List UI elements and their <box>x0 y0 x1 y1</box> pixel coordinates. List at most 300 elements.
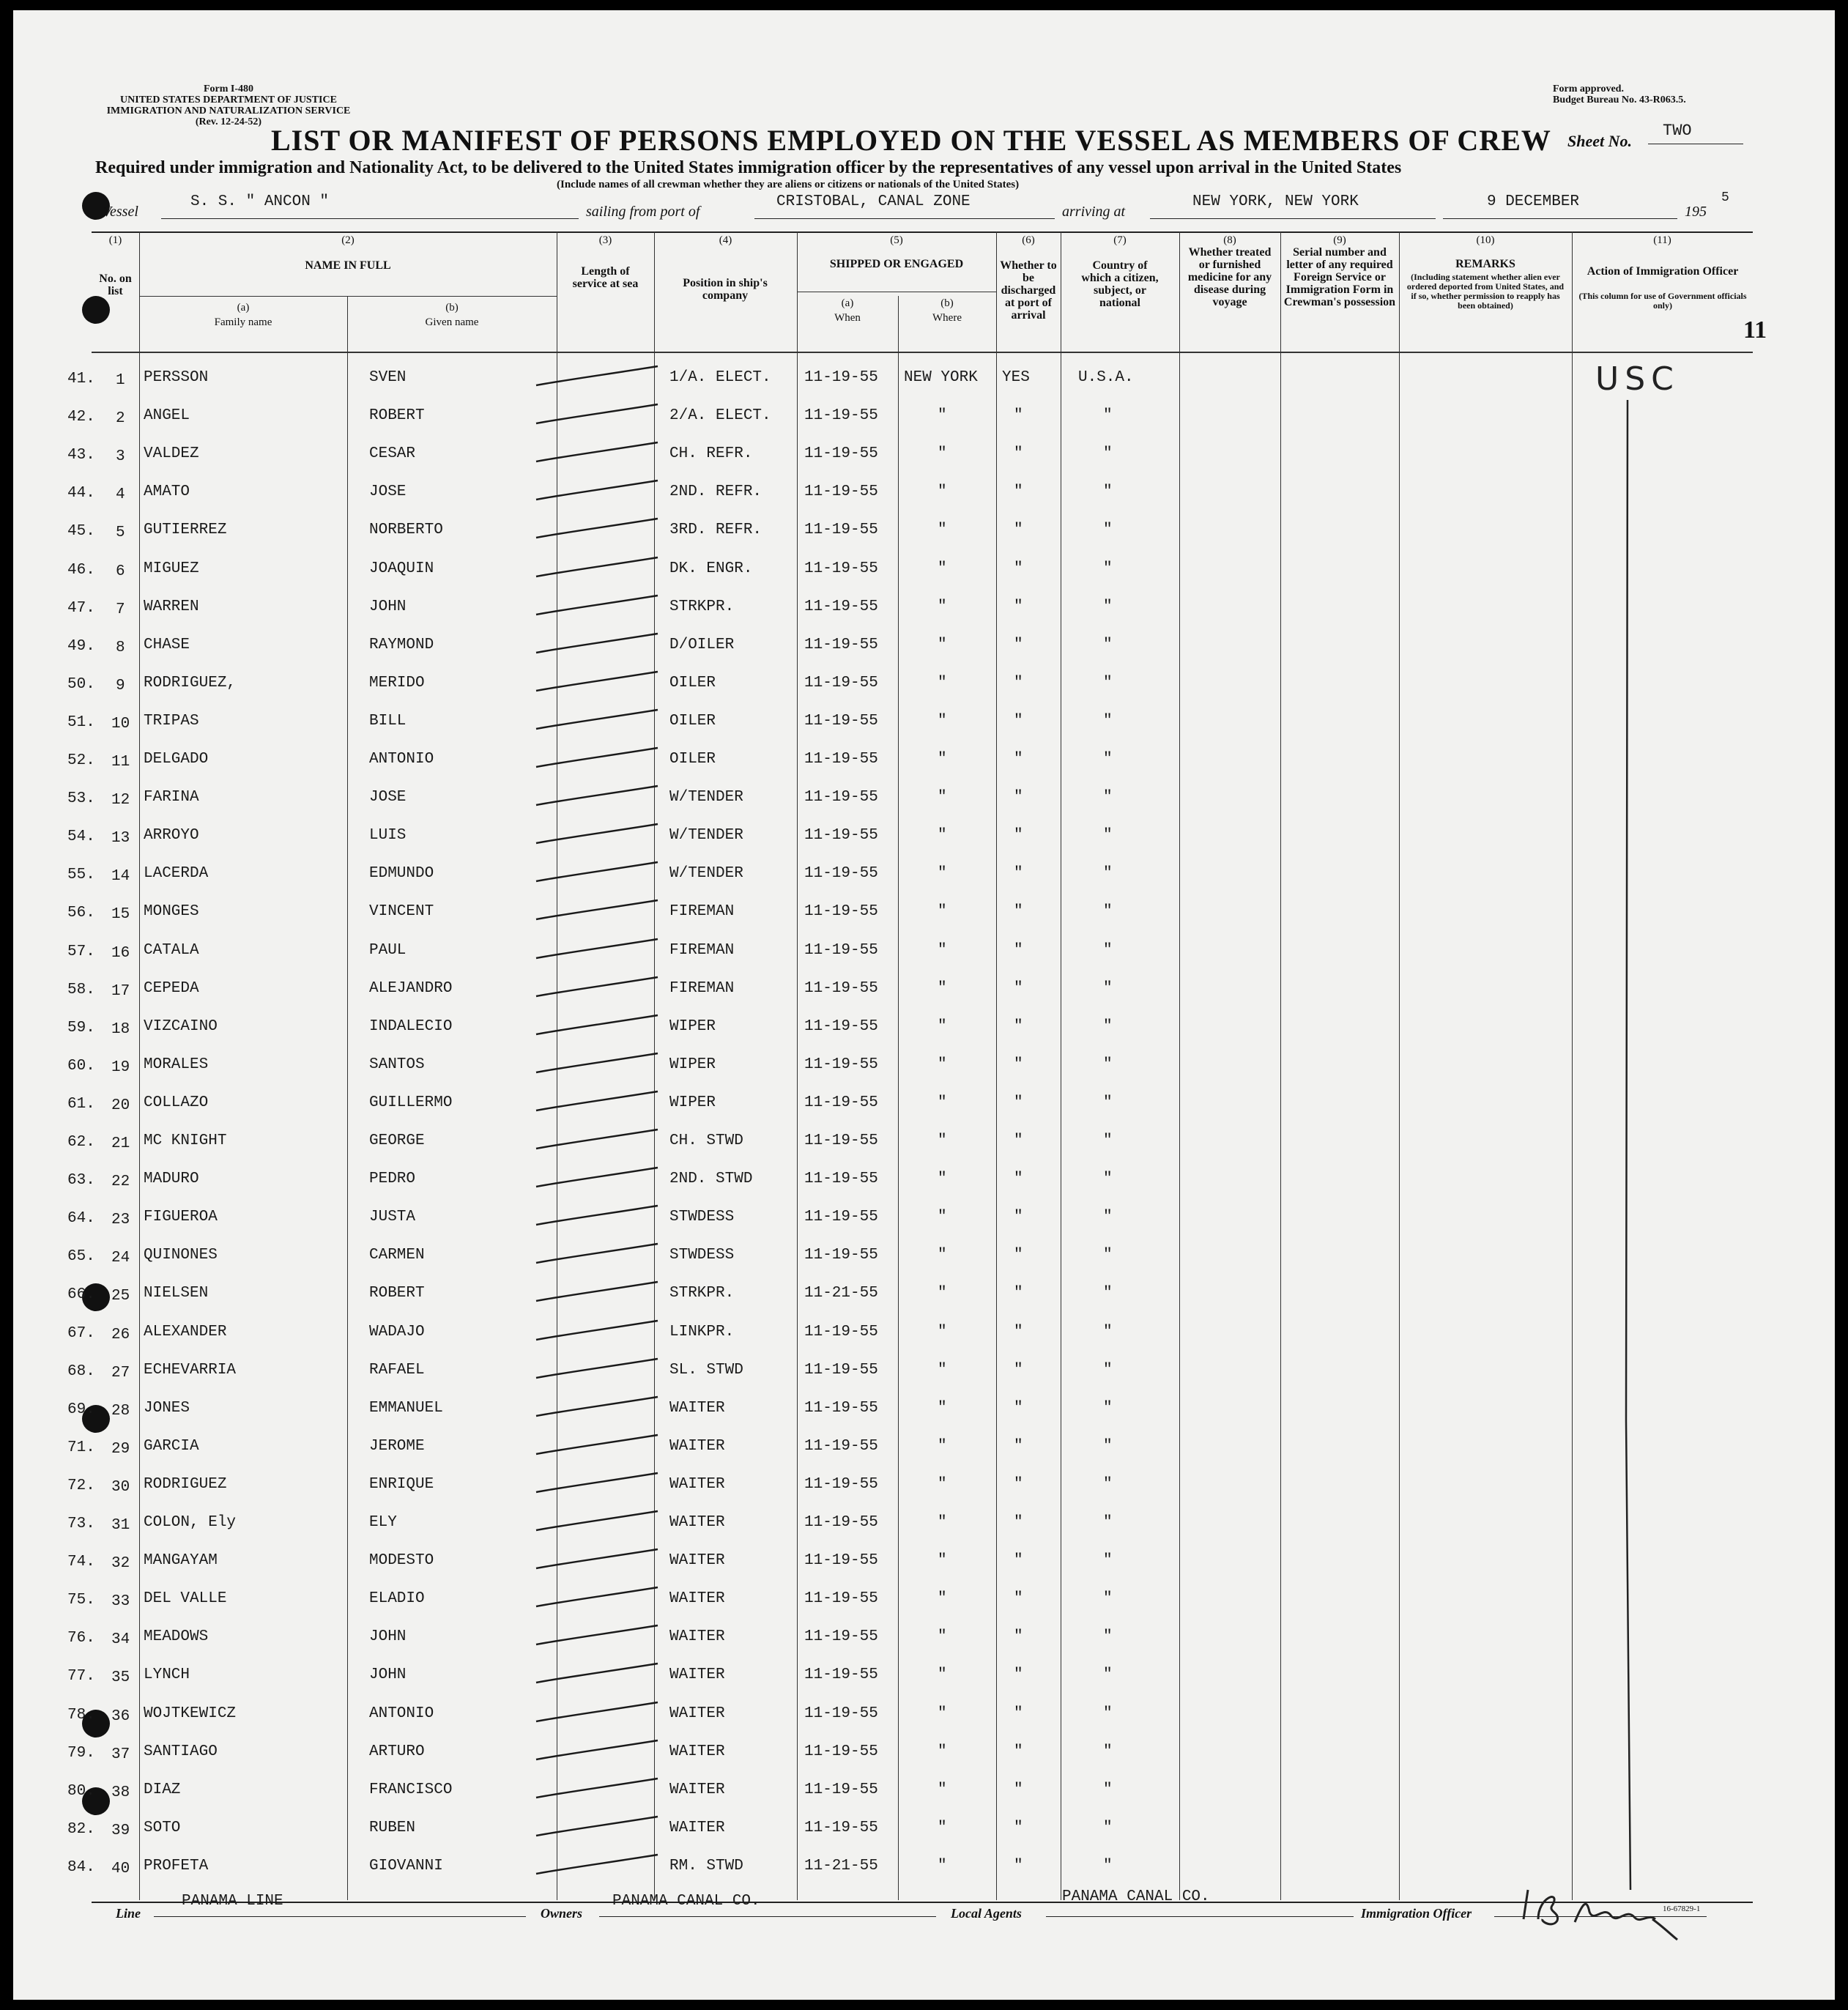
position: WIPER <box>669 1017 716 1035</box>
handwritten-row-number: 80. <box>67 1782 95 1800</box>
handwritten-row-number: 57. <box>67 943 95 960</box>
check-mark <box>532 478 664 507</box>
check-mark <box>532 1852 664 1881</box>
country: " <box>1103 903 1113 921</box>
check-mark <box>532 1776 664 1805</box>
check-mark <box>532 1623 664 1652</box>
discharged: " <box>1014 1247 1023 1264</box>
country: " <box>1103 1705 1113 1722</box>
position: 2/A. ELECT. <box>669 407 771 425</box>
position: CH. REFR. <box>669 445 753 463</box>
shipped-when: 11-19-55 <box>804 522 878 539</box>
column-rule <box>1572 231 1573 1900</box>
year-prefix: 195 <box>1685 204 1707 220</box>
divider <box>599 1916 936 1917</box>
handwritten-row-number: 67. <box>67 1324 95 1342</box>
header-rule <box>92 352 1753 353</box>
handwritten-row-number: 42. <box>67 409 95 426</box>
check-mark <box>532 859 664 889</box>
column-rule <box>1399 231 1400 1900</box>
arriving-port: NEW YORK, NEW YORK <box>1192 193 1359 210</box>
vessel-label: Vessel <box>103 204 138 220</box>
handwritten-row-number: 72. <box>67 1477 95 1494</box>
shipped-when: 11-19-55 <box>804 636 878 653</box>
col-11-note: (This column for use of Government officials only) <box>1578 291 1747 311</box>
family-name: VALDEZ <box>144 445 199 463</box>
country: " <box>1103 827 1113 845</box>
position: WIPER <box>669 1056 716 1073</box>
shipped-when: 11-19-55 <box>804 674 878 691</box>
position: DK. ENGR. <box>669 560 753 577</box>
country: " <box>1103 1171 1113 1188</box>
shipped-when: 11-19-55 <box>804 1705 878 1722</box>
position: WAITER <box>669 1514 725 1531</box>
given-name: CESAR <box>369 445 416 463</box>
discharged: " <box>1014 941 1023 959</box>
col-5-header: SHIPPED OR ENGAGED <box>829 258 964 270</box>
family-name: DIAZ <box>144 1781 181 1798</box>
divider <box>1443 218 1677 219</box>
given-name: ANTONIO <box>369 751 434 768</box>
check-mark <box>532 1356 664 1385</box>
position: STRKPR. <box>669 1285 735 1302</box>
shipped-where: " <box>938 1475 947 1493</box>
given-name: RUBEN <box>369 1819 416 1836</box>
discharged: " <box>1014 1017 1023 1035</box>
family-name: MEADOWS <box>144 1628 209 1646</box>
shipped-when: 11-19-55 <box>804 1399 878 1417</box>
discharged: " <box>1014 1743 1023 1760</box>
family-name: FARINA <box>144 789 199 806</box>
shipped-when: 11-19-55 <box>804 1743 878 1760</box>
shipped-when: 11-19-55 <box>804 1056 878 1073</box>
divider <box>754 218 1055 219</box>
country: " <box>1103 1209 1113 1226</box>
given-name: GUILLERMO <box>369 1094 453 1111</box>
col-10-number: (10) <box>1476 234 1495 246</box>
given-name: EDMUNDO <box>369 865 434 883</box>
position: WAITER <box>669 1628 725 1646</box>
sheet-number: TWO <box>1663 122 1692 140</box>
row-number: 40 <box>111 1860 130 1877</box>
discharged: " <box>1014 1437 1023 1455</box>
check-mark <box>532 897 664 927</box>
row-number: 39 <box>111 1822 130 1839</box>
shipped-when: 11-19-55 <box>804 1514 878 1531</box>
family-name: MADURO <box>144 1171 199 1188</box>
given-name: JEROME <box>369 1437 425 1455</box>
handwritten-row-number: 79. <box>67 1744 95 1762</box>
position: FIREMAN <box>669 979 735 997</box>
given-name: SANTOS <box>369 1056 425 1073</box>
given-name: ALEJANDRO <box>369 979 453 997</box>
row-number: 37 <box>111 1746 130 1763</box>
shipped-where: " <box>938 751 947 768</box>
position: 3RD. REFR. <box>669 522 762 539</box>
col-5b-header: Where <box>932 312 962 324</box>
position: WIPER <box>669 1094 716 1111</box>
handwritten-row-number: 49. <box>67 637 95 655</box>
shipped-when: 11-19-55 <box>804 1666 878 1684</box>
check-mark <box>532 1203 664 1232</box>
handwritten-row-number: 43. <box>67 447 95 464</box>
family-name: WARREN <box>144 598 199 615</box>
col-3-header: Length of service at sea <box>572 265 639 290</box>
column-rule <box>347 296 348 1900</box>
check-mark <box>532 516 664 545</box>
row-number: 9 <box>116 677 125 694</box>
handwritten-row-number: 65. <box>67 1248 95 1266</box>
check-mark <box>532 1470 664 1499</box>
col-10-header: REMARKS <box>1455 258 1515 270</box>
handwritten-row-number: 56. <box>67 905 95 922</box>
family-name: CHASE <box>144 636 190 653</box>
shipped-when: 11-19-55 <box>804 789 878 806</box>
handwritten-row-number: 84. <box>67 1858 95 1876</box>
handwritten-row-number: 59. <box>67 1019 95 1036</box>
family-name: AMATO <box>144 483 190 501</box>
row-number: 15 <box>111 906 130 924</box>
given-name: PAUL <box>369 941 407 959</box>
shipped-where: " <box>938 1857 947 1874</box>
shipped-when: 11-19-55 <box>804 483 878 501</box>
position: W/TENDER <box>669 789 743 806</box>
discharged: " <box>1014 560 1023 577</box>
given-name: ELY <box>369 1514 397 1531</box>
family-name: MIGUEZ <box>144 560 199 577</box>
officer-usc-mark: USC <box>1595 360 1680 398</box>
year-suffix: 5 <box>1721 190 1729 205</box>
country: " <box>1103 1475 1113 1493</box>
shipped-where: NEW YORK <box>904 369 978 386</box>
family-name: NIELSEN <box>144 1285 209 1302</box>
row-number: 4 <box>116 486 125 504</box>
given-name: GIOVANNI <box>369 1857 443 1874</box>
position: W/TENDER <box>669 827 743 845</box>
vessel-name: S. S. " ANCON " <box>190 193 330 210</box>
given-name: RAYMOND <box>369 636 434 653</box>
shipped-where: " <box>938 674 947 691</box>
shipped-when: 11-19-55 <box>804 1819 878 1836</box>
discharged: " <box>1014 1666 1023 1684</box>
check-mark <box>532 707 664 736</box>
country: " <box>1103 636 1113 653</box>
country: " <box>1103 1514 1113 1531</box>
row-number: 31 <box>111 1517 130 1534</box>
discharged: " <box>1014 712 1023 730</box>
column-rule <box>139 231 140 1900</box>
agents-value: PANAMA CANAL CO. <box>1062 1888 1210 1905</box>
discharged: " <box>1014 1323 1023 1340</box>
form-approved: Form approved. <box>1553 84 1624 94</box>
discharged: " <box>1014 1475 1023 1493</box>
shipped-where: " <box>938 522 947 539</box>
country: " <box>1103 941 1113 959</box>
position: WAITER <box>669 1590 725 1608</box>
shipped-when: 11-19-55 <box>804 598 878 615</box>
shipped-when: 11-19-55 <box>804 445 878 463</box>
shipped-when: 11-21-55 <box>804 1285 878 1302</box>
shipped-where: " <box>938 1781 947 1798</box>
shipped-where: " <box>938 1017 947 1035</box>
row-number: 33 <box>111 1593 130 1611</box>
agents-label: Local Agents <box>951 1906 1022 1921</box>
handwritten-row-number: 73. <box>67 1516 95 1532</box>
budget-bureau: Budget Bureau No. 43-R063.5. <box>1553 94 1686 105</box>
check-mark <box>532 1127 664 1156</box>
given-name: BILL <box>369 712 407 730</box>
family-name: DELGADO <box>144 751 209 768</box>
country: " <box>1103 1857 1113 1874</box>
row-number: 30 <box>111 1478 130 1496</box>
country: " <box>1103 598 1113 615</box>
position: WAITER <box>669 1743 725 1760</box>
col-5a-header: When <box>834 312 861 324</box>
check-mark <box>532 1241 664 1270</box>
col-11-header: Action of Immigration Officer <box>1587 265 1739 278</box>
discharged: " <box>1014 827 1023 845</box>
row-number: 19 <box>111 1058 130 1076</box>
col-11-number: (11) <box>1653 234 1671 246</box>
form-print-number: 16-67829-1 <box>1663 1905 1701 1913</box>
given-name: GEORGE <box>369 1132 425 1149</box>
given-name: RAFAEL <box>369 1361 425 1379</box>
check-mark <box>532 745 664 774</box>
family-name: VIZCAINO <box>144 1017 218 1035</box>
country: " <box>1103 1247 1113 1264</box>
discharged: " <box>1014 1552 1023 1570</box>
given-name: MODESTO <box>369 1552 434 1570</box>
row-number: 24 <box>111 1250 130 1267</box>
discharged: " <box>1014 522 1023 539</box>
country: " <box>1103 1361 1113 1379</box>
row-number: 22 <box>111 1173 130 1191</box>
shipped-when: 11-19-55 <box>804 407 878 425</box>
family-name: DEL VALLE <box>144 1590 227 1608</box>
given-name: JUSTA <box>369 1209 416 1226</box>
handwritten-row-number: 50. <box>67 675 95 693</box>
department: UNITED STATES DEPARTMENT OF JUSTICE <box>120 94 337 105</box>
check-mark <box>532 1661 664 1690</box>
check-mark <box>532 401 664 431</box>
discharged: " <box>1014 483 1023 501</box>
check-mark <box>532 1165 664 1194</box>
line-value: PANAMA LINE <box>182 1893 283 1910</box>
row-number: 2 <box>116 410 125 428</box>
shipped-when: 11-19-55 <box>804 1132 878 1149</box>
sailing-port: CRISTOBAL, CANAL ZONE <box>776 193 971 210</box>
col-6-number: (6) <box>1022 234 1035 246</box>
shipped-when: 11-19-55 <box>804 1552 878 1570</box>
col-3-number: (3) <box>598 234 612 246</box>
row-number: 6 <box>116 563 125 580</box>
col-9-header: Serial number and letter of any required Foreign Service or Immigration Form in Crewman's possession <box>1283 246 1396 308</box>
shipped-where: " <box>938 865 947 883</box>
family-name: PROFETA <box>144 1857 209 1874</box>
discharged: " <box>1014 1590 1023 1608</box>
given-name: JOHN <box>369 598 407 615</box>
shipped-where: " <box>938 1323 947 1340</box>
position: FIREMAN <box>669 903 735 921</box>
handwritten-row-number: 77. <box>67 1668 95 1685</box>
country: " <box>1103 1590 1113 1608</box>
shipped-when: 11-19-55 <box>804 1247 878 1264</box>
country: " <box>1103 560 1113 577</box>
sailing-label: sailing from port of <box>586 204 700 220</box>
position: STRKPR. <box>669 598 735 615</box>
row-number: 3 <box>116 448 125 466</box>
col-10-note: (Including statement whether alien ever ordered deported from United States, and if so, whether permission to reapply has been obtained) <box>1406 272 1565 311</box>
handwritten-row-number: 52. <box>67 752 95 769</box>
position: OILER <box>669 712 716 730</box>
discharged: " <box>1014 789 1023 806</box>
given-name: JOHN <box>369 1628 407 1646</box>
handwritten-row-number: 69. <box>67 1401 95 1418</box>
col-8-number: (8) <box>1223 234 1236 246</box>
check-mark <box>532 1279 664 1308</box>
family-name: FIGUEROA <box>144 1209 218 1226</box>
shipped-where: " <box>938 1666 947 1684</box>
family-name: COLLAZO <box>144 1094 209 1111</box>
given-name: JOAQUIN <box>369 560 434 577</box>
row-number: 23 <box>111 1212 130 1229</box>
row-number: 8 <box>116 639 125 656</box>
country: " <box>1103 1017 1113 1035</box>
country: " <box>1103 712 1113 730</box>
shipped-where: " <box>938 903 947 921</box>
handwritten-row-number: 82. <box>67 1820 95 1838</box>
given-name: ENRIQUE <box>369 1475 434 1493</box>
row-number: 35 <box>111 1669 130 1687</box>
handwritten-row-number: 53. <box>67 790 95 808</box>
row-number: 25 <box>111 1288 130 1305</box>
shipped-when: 11-19-55 <box>804 560 878 577</box>
col-2b-header: Given name <box>425 316 479 328</box>
column-rule <box>797 231 798 1900</box>
shipped-where: " <box>938 1247 947 1264</box>
discharged: " <box>1014 598 1023 615</box>
shipped-where: " <box>938 1437 947 1455</box>
arrival-date: 9 DECEMBER <box>1487 193 1580 210</box>
handwritten-row-number: 51. <box>67 713 95 731</box>
subtitle-note: (Include names of all crewman whether they are aliens or citizens or nationals of the United States) <box>557 179 1020 190</box>
position: 2ND. REFR. <box>669 483 762 501</box>
check-mark <box>532 1546 664 1576</box>
row-number: 13 <box>111 830 130 848</box>
given-name: MERIDO <box>369 674 425 691</box>
shipped-where: " <box>938 712 947 730</box>
country: " <box>1103 1399 1113 1417</box>
given-name: INDALECIO <box>369 1017 453 1035</box>
given-name: ELADIO <box>369 1590 425 1608</box>
column-rule <box>996 231 997 1900</box>
service: IMMIGRATION AND NATURALIZATION SERVICE <box>106 105 351 116</box>
position: WAITER <box>669 1475 725 1493</box>
family-name: QUINONES <box>144 1247 218 1264</box>
row-number: 10 <box>111 715 130 733</box>
given-name: NORBERTO <box>369 522 443 539</box>
col-2a-header: Family name <box>214 316 272 328</box>
handwritten-row-number: 64. <box>67 1210 95 1228</box>
country: " <box>1103 1132 1113 1149</box>
col-1-number: (1) <box>108 234 122 246</box>
shipped-where: " <box>938 1285 947 1302</box>
shipped-where: " <box>938 1819 947 1836</box>
row-number: 21 <box>111 1135 130 1152</box>
position: SL. STWD <box>669 1361 743 1379</box>
position: WAITER <box>669 1781 725 1798</box>
shipped-where: " <box>938 941 947 959</box>
country: " <box>1103 1628 1113 1646</box>
position: W/TENDER <box>669 865 743 883</box>
row-number: 29 <box>111 1440 130 1458</box>
shipped-when: 11-19-55 <box>804 751 878 768</box>
handwritten-row-number: 41. <box>67 371 95 387</box>
family-name: ECHEVARRIA <box>144 1361 237 1379</box>
given-name: SVEN <box>369 369 407 386</box>
family-name: ARROYO <box>144 827 199 845</box>
given-name: ROBERT <box>369 407 425 425</box>
owners-label: Owners <box>541 1906 583 1921</box>
shipped-where: " <box>938 1743 947 1760</box>
check-mark <box>532 821 664 850</box>
country: " <box>1103 789 1113 806</box>
family-name: CATALA <box>144 941 199 959</box>
country: " <box>1103 1666 1113 1684</box>
check-mark <box>532 1432 664 1461</box>
discharged: " <box>1014 636 1023 653</box>
page-title: LIST OR MANIFEST OF PERSONS EMPLOYED ON THE VESSEL AS MEMBERS OF CREW <box>271 124 1551 157</box>
handwritten-row-number: 45. <box>67 523 95 541</box>
handwritten-row-number: 55. <box>67 867 95 884</box>
divider <box>161 218 579 219</box>
shipped-when: 11-19-55 <box>804 979 878 997</box>
check-mark <box>532 1394 664 1423</box>
given-name: JOHN <box>369 1666 407 1684</box>
check-mark <box>532 363 664 393</box>
discharged: " <box>1014 1514 1023 1531</box>
row-number: 18 <box>111 1020 130 1038</box>
position: FIREMAN <box>669 941 735 959</box>
shipped-where: " <box>938 1094 947 1111</box>
col-9-number: (9) <box>1333 234 1346 246</box>
country: " <box>1103 483 1113 501</box>
family-name: MC KNIGHT <box>144 1132 227 1149</box>
given-name: ROBERT <box>369 1285 425 1302</box>
row-number: 1 <box>116 372 125 389</box>
family-name: GUTIERREZ <box>144 522 227 539</box>
check-mark <box>532 1089 664 1118</box>
row-number: 14 <box>111 868 130 886</box>
shipped-where: " <box>938 1209 947 1226</box>
shipped-where: " <box>938 1132 947 1149</box>
given-name: JOSE <box>369 789 407 806</box>
country: " <box>1103 674 1113 691</box>
col-2-header: NAME IN FULL <box>305 259 391 272</box>
check-mark <box>532 936 664 965</box>
shipped-when: 11-19-55 <box>804 1437 878 1455</box>
given-name: ARTURO <box>369 1743 425 1760</box>
country: " <box>1103 1743 1113 1760</box>
shipped-when: 11-19-55 <box>804 1017 878 1035</box>
given-name: LUIS <box>369 827 407 845</box>
shipped-where: " <box>938 789 947 806</box>
discharged: YES <box>1002 369 1030 386</box>
row-number: 16 <box>111 944 130 962</box>
check-mark <box>532 1584 664 1614</box>
position: WAITER <box>669 1437 725 1455</box>
handwritten-row-number: 54. <box>67 828 95 846</box>
